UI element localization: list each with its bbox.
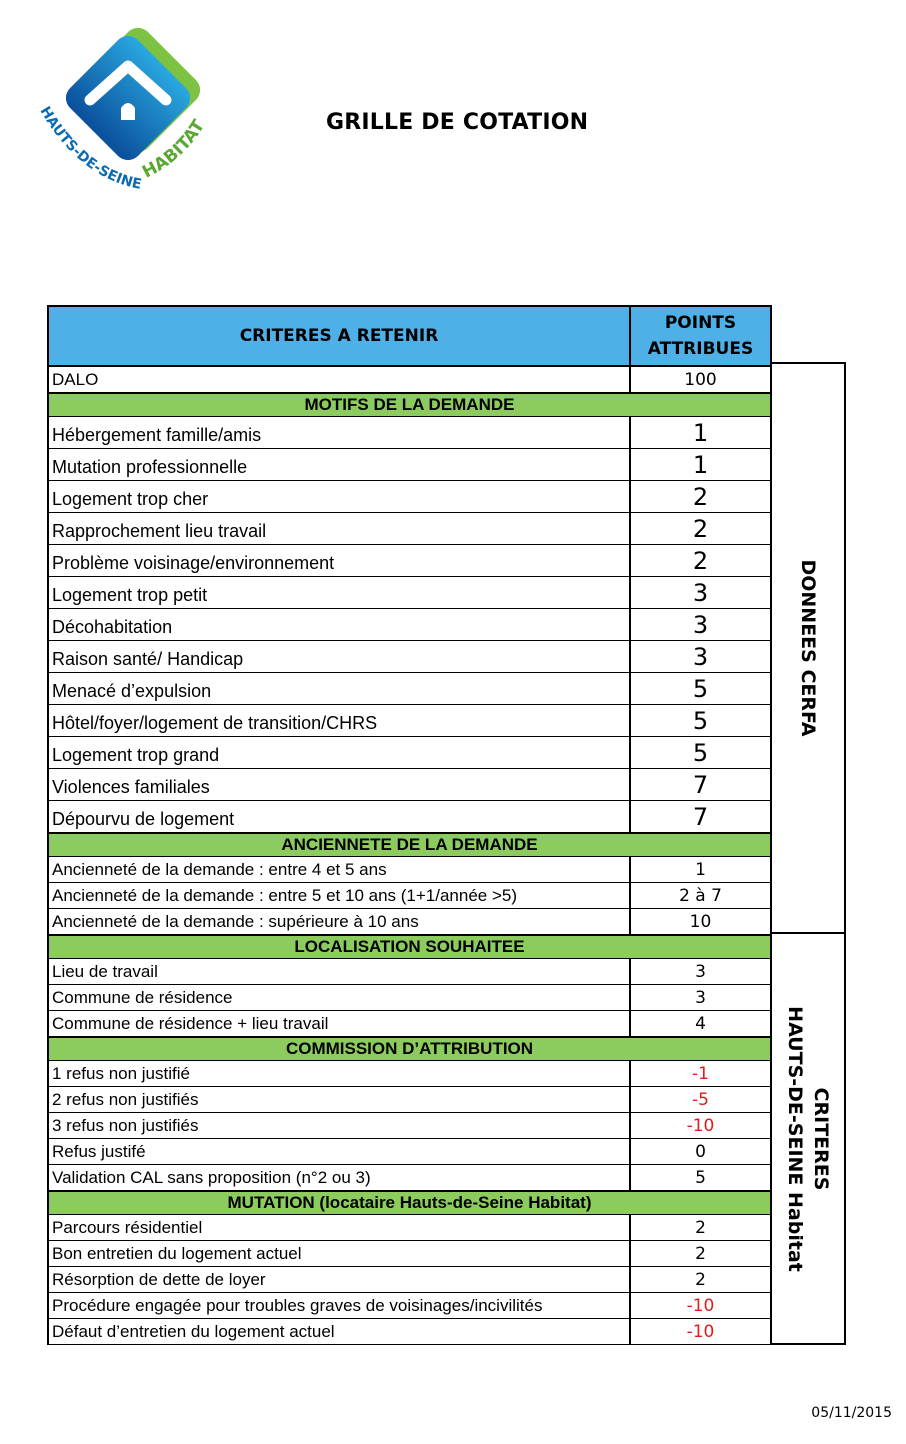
row-label: 3 refus non justifiés: [49, 1113, 631, 1138]
row-points: -1: [692, 1063, 709, 1084]
row-label: Logement trop cher: [49, 481, 631, 512]
row-label: Résorption de dette de loyer: [49, 1267, 631, 1292]
table-row-dalo: [47, 367, 772, 393]
row-label: Hébergement famille/amis: [49, 417, 631, 448]
table-row: [47, 1087, 772, 1113]
table-row: [47, 417, 772, 449]
row-points: 5: [692, 674, 709, 703]
table-row: [47, 641, 772, 673]
row-label: Rapprochement lieu travail: [49, 513, 631, 544]
table-row: [47, 705, 772, 737]
row-label: Mutation professionnelle: [49, 449, 631, 480]
table-row: [47, 769, 772, 801]
row-points: 2 à 7: [679, 885, 722, 906]
table-row: [47, 1319, 772, 1345]
row-points: 3: [692, 642, 709, 671]
row-points: 2: [695, 1217, 706, 1238]
table-row: [47, 1139, 772, 1165]
row-points: 2: [692, 514, 709, 543]
row-points: 2: [692, 482, 709, 511]
header-points-line1: POINTS: [664, 313, 737, 333]
logo-text-right: HABITAT: [139, 116, 209, 183]
row-label: Procédure engagée pour troubles graves de voisinages/incivilités: [49, 1293, 631, 1318]
row-points: 1: [692, 418, 709, 447]
table-row: [47, 481, 772, 513]
row-label: 1 refus non justifié: [49, 1061, 631, 1086]
table-row: [47, 909, 772, 935]
table-row: [47, 673, 772, 705]
row-points: -10: [686, 1321, 715, 1342]
table-row: [47, 857, 772, 883]
row-points: 3: [695, 987, 706, 1008]
header-points-line2: ATTRIBUES: [647, 339, 754, 359]
row-points: -10: [686, 1115, 715, 1136]
anciennete-list: [47, 857, 772, 935]
row-points: 7: [692, 802, 709, 831]
row-points: 5: [695, 1167, 706, 1188]
row-label: Commune de résidence: [49, 985, 631, 1010]
section-localisation: LOCALISATION SOUHAITEE: [47, 935, 772, 959]
row-label: Logement trop petit: [49, 577, 631, 608]
table-row: [47, 1267, 772, 1293]
row-label: Lieu de travail: [49, 959, 631, 984]
row-label: Ancienneté de la demande : entre 5 et 10 ans (1+1/année >5): [49, 883, 631, 908]
row-label: Dépourvu de logement: [49, 801, 631, 832]
motifs-list: [47, 417, 772, 833]
section-commission: COMMISSION D’ATTRIBUTION: [47, 1037, 772, 1061]
row-points: 1: [692, 450, 709, 479]
table-row: [47, 609, 772, 641]
hauts-de-seine-habitat-logo: [28, 28, 228, 203]
logo-text-left: HAUTS-DE-SEINE: [36, 103, 143, 193]
sidebar-hsh-line1: CRITERES: [810, 1087, 832, 1190]
table-row: [47, 959, 772, 985]
row-points: 3: [692, 578, 709, 607]
document-date: 05/11/2015: [811, 1405, 892, 1421]
commission-list: [47, 1061, 772, 1191]
row-label: Bon entretien du logement actuel: [49, 1241, 631, 1266]
table-row: [47, 1011, 772, 1037]
row-points: 2: [695, 1243, 706, 1264]
row-label: Problème voisinage/environnement: [49, 545, 631, 576]
row-label: DALO: [49, 367, 631, 392]
table-row: [47, 449, 772, 481]
sidebar-hsh-line2: HAUTS-DE-SEINE Habitat: [784, 1005, 806, 1272]
row-label: Défaut d’entretien du logement actuel: [49, 1319, 631, 1344]
row-points: 2: [695, 1269, 706, 1290]
row-points: 1: [695, 859, 706, 880]
table-row: [47, 985, 772, 1011]
row-label: Raison santé/ Handicap: [49, 641, 631, 672]
table-row: [47, 1165, 772, 1191]
header-points: [631, 307, 770, 365]
row-label: Commune de résidence + lieu travail: [49, 1011, 631, 1036]
row-points: 3: [692, 610, 709, 639]
row-points: 4: [695, 1013, 706, 1034]
row-points: 100: [684, 369, 717, 390]
row-points: 5: [692, 738, 709, 767]
table-row: [47, 1241, 772, 1267]
section-motifs: MOTIFS DE LA DEMANDE: [47, 393, 772, 417]
row-label: Refus justifé: [49, 1139, 631, 1164]
row-points: -10: [686, 1295, 715, 1316]
table-row: [47, 801, 772, 833]
table-row: [47, 737, 772, 769]
row-label: Violences familiales: [49, 769, 631, 800]
header-criteria: CRITERES A RETENIR: [49, 307, 631, 365]
row-label: 2 refus non justifiés: [49, 1087, 631, 1112]
table-row: [47, 1113, 772, 1139]
sidebar-cerfa-label: DONNEES CERFA: [797, 559, 819, 737]
page-title: GRILLE DE COTATION: [326, 110, 589, 135]
row-label: Décohabitation: [49, 609, 631, 640]
table-row: [47, 883, 772, 909]
table-row: [47, 1293, 772, 1319]
row-label: Hôtel/foyer/logement de transition/CHRS: [49, 705, 631, 736]
sidebar-cerfa: [770, 362, 846, 934]
row-points: 7: [692, 770, 709, 799]
table-row: [47, 513, 772, 545]
logo-graphic: [28, 28, 228, 203]
table-row: [47, 1215, 772, 1241]
table-header: [47, 305, 772, 367]
table-row: [47, 577, 772, 609]
row-points: -5: [692, 1089, 709, 1110]
row-points: 3: [695, 961, 706, 982]
sidebar-labels: [770, 362, 846, 1345]
section-anciennete: ANCIENNETE DE LA DEMANDE: [47, 833, 772, 857]
row-points: 0: [695, 1141, 706, 1162]
row-label: Ancienneté de la demande : supérieure à 10 ans: [49, 909, 631, 934]
sidebar-hsh-label: [782, 1006, 834, 1272]
sidebar-hsh: [770, 934, 846, 1345]
row-points: 5: [692, 706, 709, 735]
localisation-list: [47, 959, 772, 1037]
table-row: [47, 1061, 772, 1087]
section-mutation: MUTATION (locataire Hauts-de-Seine Habitat): [47, 1191, 772, 1215]
row-points: 10: [689, 911, 712, 932]
cotation-table: [47, 305, 772, 1345]
row-label: Parcours résidentiel: [49, 1215, 631, 1240]
table-row: [47, 545, 772, 577]
row-label: Ancienneté de la demande : entre 4 et 5 ans: [49, 857, 631, 882]
row-label: Validation CAL sans proposition (n°2 ou 3): [49, 1165, 631, 1190]
row-label: Menacé d’expulsion: [49, 673, 631, 704]
row-points: 2: [692, 546, 709, 575]
mutation-list: [47, 1215, 772, 1345]
row-label: Logement trop grand: [49, 737, 631, 768]
